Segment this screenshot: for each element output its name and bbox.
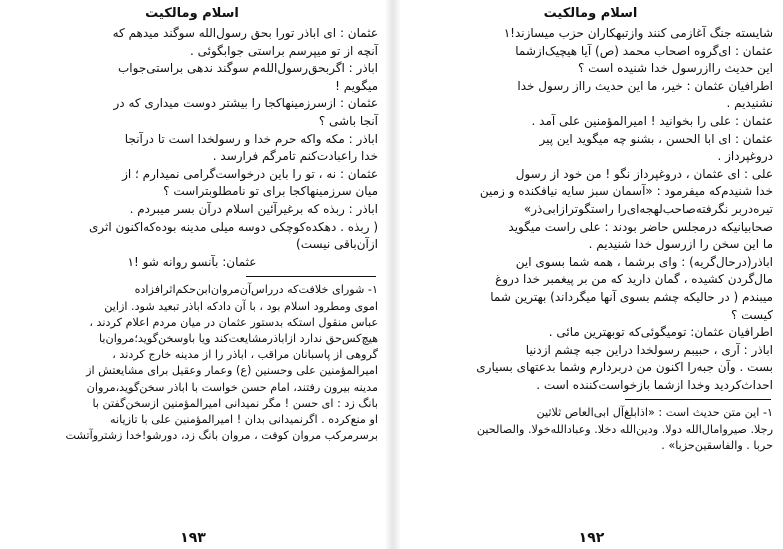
text-line: اباذر(درحال‌گریه) : وای برشما ، همه شما بسوی این [515, 254, 773, 269]
footnote-divider [625, 399, 771, 400]
text-line: میگویم ! [335, 78, 378, 93]
text-line: مال‌گردن کشیده ، گمان دارید که من بر پیغمبر خدا دروغ [495, 272, 773, 287]
text-line: اطرافیان عثمان : خیر، ما این حدیث رااز رسول خدا [517, 78, 773, 93]
text-line: نشنیدیم . [726, 96, 773, 111]
right-page-header: اسلام ومالکیت [543, 6, 638, 21]
footnote-line: بانگ زد : ای حسن ! مگر نمیدانی امیرالمؤمنین ازسخن‌گفتن با [92, 396, 378, 410]
text-line: کیست ؟ [730, 307, 773, 322]
footnote-line: ۱- این متن حدیث است : «اذابلغ‌آل ابی‌العاص ثلاثین [536, 406, 773, 420]
left-page-body [6, 25, 378, 271]
text-line: عثمان : ازسرزمینهاکجا را بیشتر دوست میداری که در [113, 96, 378, 111]
text-line: عثمان : ای اباذر تورا بحق رسول‌الله سوگند میدهم که [112, 26, 378, 40]
text-line: عثمان: بآنسو روانه شو !۱ [127, 254, 257, 269]
page-number: ۱۹۳ [180, 530, 206, 546]
text-line: میان سرزمینهاکجا برای تو نامطلوبتراست ؟ [163, 184, 378, 199]
text-line: بست . وآن جبه‌را اکنون من دربردارم وشما بدعتهای بسیاری [476, 360, 773, 375]
footnote-line: رجلا. صیروامال‌الله دولا. ودین‌الله دخلا. وعبادالله‌خولا. والصالحین [476, 422, 773, 436]
footnote-line: امیرالمؤمنین علی وحسنین (ع) وعمار وعقیل برای مشایعتش از [86, 364, 378, 378]
footnote-line: حربا . والفاسقین‌حزبا» . [661, 438, 773, 452]
footnote-line: برسرمرکب مروان کوفت ، مروان بانگ زد، دورشو!خدا زشتروآتشت [65, 429, 378, 443]
text-line: احداث‌کردید وخدا ازشما بازخواست‌کننده است . [536, 377, 773, 392]
right-footnote [408, 405, 773, 454]
footnote-line: او منع‌کرده . اگرنمیدانی بدان ! امیرالمؤمنین علی با تازیانه [110, 412, 378, 426]
text-line: اباذر : آری ، حبیبم رسولخدا دراین جبه چشم ازدنیا [525, 342, 773, 357]
text-line: اباذر : مکه واکه حرم خدا و رسولخدا است تا درآنجا [124, 131, 378, 146]
text-line: اباذر : ربذه که برغیرآئین اسلام درآن بسر میبردم . [129, 201, 378, 216]
text-line: دروغپرداز . [717, 149, 773, 164]
text-line: اباذر : اگربحق‌رسول‌الله‌م سوگند ندهی براستی‌جواب [117, 61, 378, 76]
left-page-header: اسلام ومالکیت [145, 6, 239, 21]
text-line: این حدیث رااز‌رسول خدا شنیده است ؟ [577, 61, 773, 76]
book-gutter [386, 0, 400, 549]
text-line: عثمان : نه ، تو را باین درخواست‌گرامی نمیدارم ؛ از [122, 166, 378, 181]
text-line: میبندم ( در حالیکه چشم بسوی آنها میگرداند) بهترین شما [490, 289, 773, 304]
text-line: ( ربذه . دهکده‌کوچکی دوسه میلی مدینه بوده‌که‌اکنون اثری [88, 219, 378, 234]
footnote-divider [246, 276, 376, 277]
footnote-line: ۱- شورای خلافت‌که درراس‌آن‌مروان‌ابن‌حکم‌اثر‌افزاده [134, 283, 378, 297]
text-line: عثمان : ای‌گروه اصحاب محمد (ص) آیا هیچیک‌ازشما [515, 43, 773, 58]
text-line: عثمان : ای ابا الحسن ، بشنو چه میگوید این پیر [539, 131, 773, 146]
text-line: خدا راعبادت‌کنم تامرگم فرارسد . [212, 149, 378, 164]
text-line: عثمان : علی را بخوانید ! امیرالمؤمنین علی آمد . [531, 113, 773, 128]
right-page [400, 0, 783, 549]
text-line: خدا شنیدم‌که میفرمود : «آسمان سبز سایه نیافکنده و زمین [479, 184, 773, 199]
footnote-line: اموی ومطرود اسلام بود ، با آن داد‌که اباذر تبعید شود. ازاین [104, 299, 378, 313]
text-line: علی : ای عثمان ، دروغپرداز نگو ! من خود از رسول [515, 166, 773, 181]
text-line: شایسته جنگ آغازمی کنند وازتبهکاران حزب میسازند!۱ [503, 26, 773, 40]
footnote-line: گروهی از پاسبانان مراقب ، اباذر را از مدینه خارج کردند ، [112, 348, 378, 362]
footnote-line: هیچ‌کس‌حق ندارد ازاباذرمشایعت‌کند ویا باوسخن‌گوید؛مروان‌با [98, 331, 378, 345]
left-page [0, 0, 386, 549]
text-line: اطرافیان عثمان: تومیگوئی‌که تو‌بهترین مائی . [548, 325, 773, 340]
footnote-line: عباس منقول استکه بدستور عثمان در میان مردم اعلام کردند ، [89, 315, 378, 329]
text-line: صحابیانیکه درمجلس حاضر بودند : علی راست میگوید [508, 219, 773, 234]
text-line: تیره‌دربر نگرفته‌صاحب‌لهجه‌ای‌را راستگوتر‌ازابی‌ذر» [523, 201, 773, 216]
right-page-body [408, 25, 773, 394]
page-number: ۱۹۲ [578, 530, 605, 546]
text-line: ازآن‌باقی نیست) [296, 237, 378, 252]
text-line: آنجا باشی ؟ [318, 113, 378, 128]
text-line: ما این سخن را ازرسول خدا شنیدیم . [588, 237, 773, 252]
footnote-line: مدینه بیرون رفتند، امام حسن خواست با اباذر سخن‌گوید،مروان [86, 380, 378, 394]
text-line: آنچه از تو میپرسم براستی جوابگوئی . [190, 43, 378, 58]
left-footnote [6, 282, 378, 444]
